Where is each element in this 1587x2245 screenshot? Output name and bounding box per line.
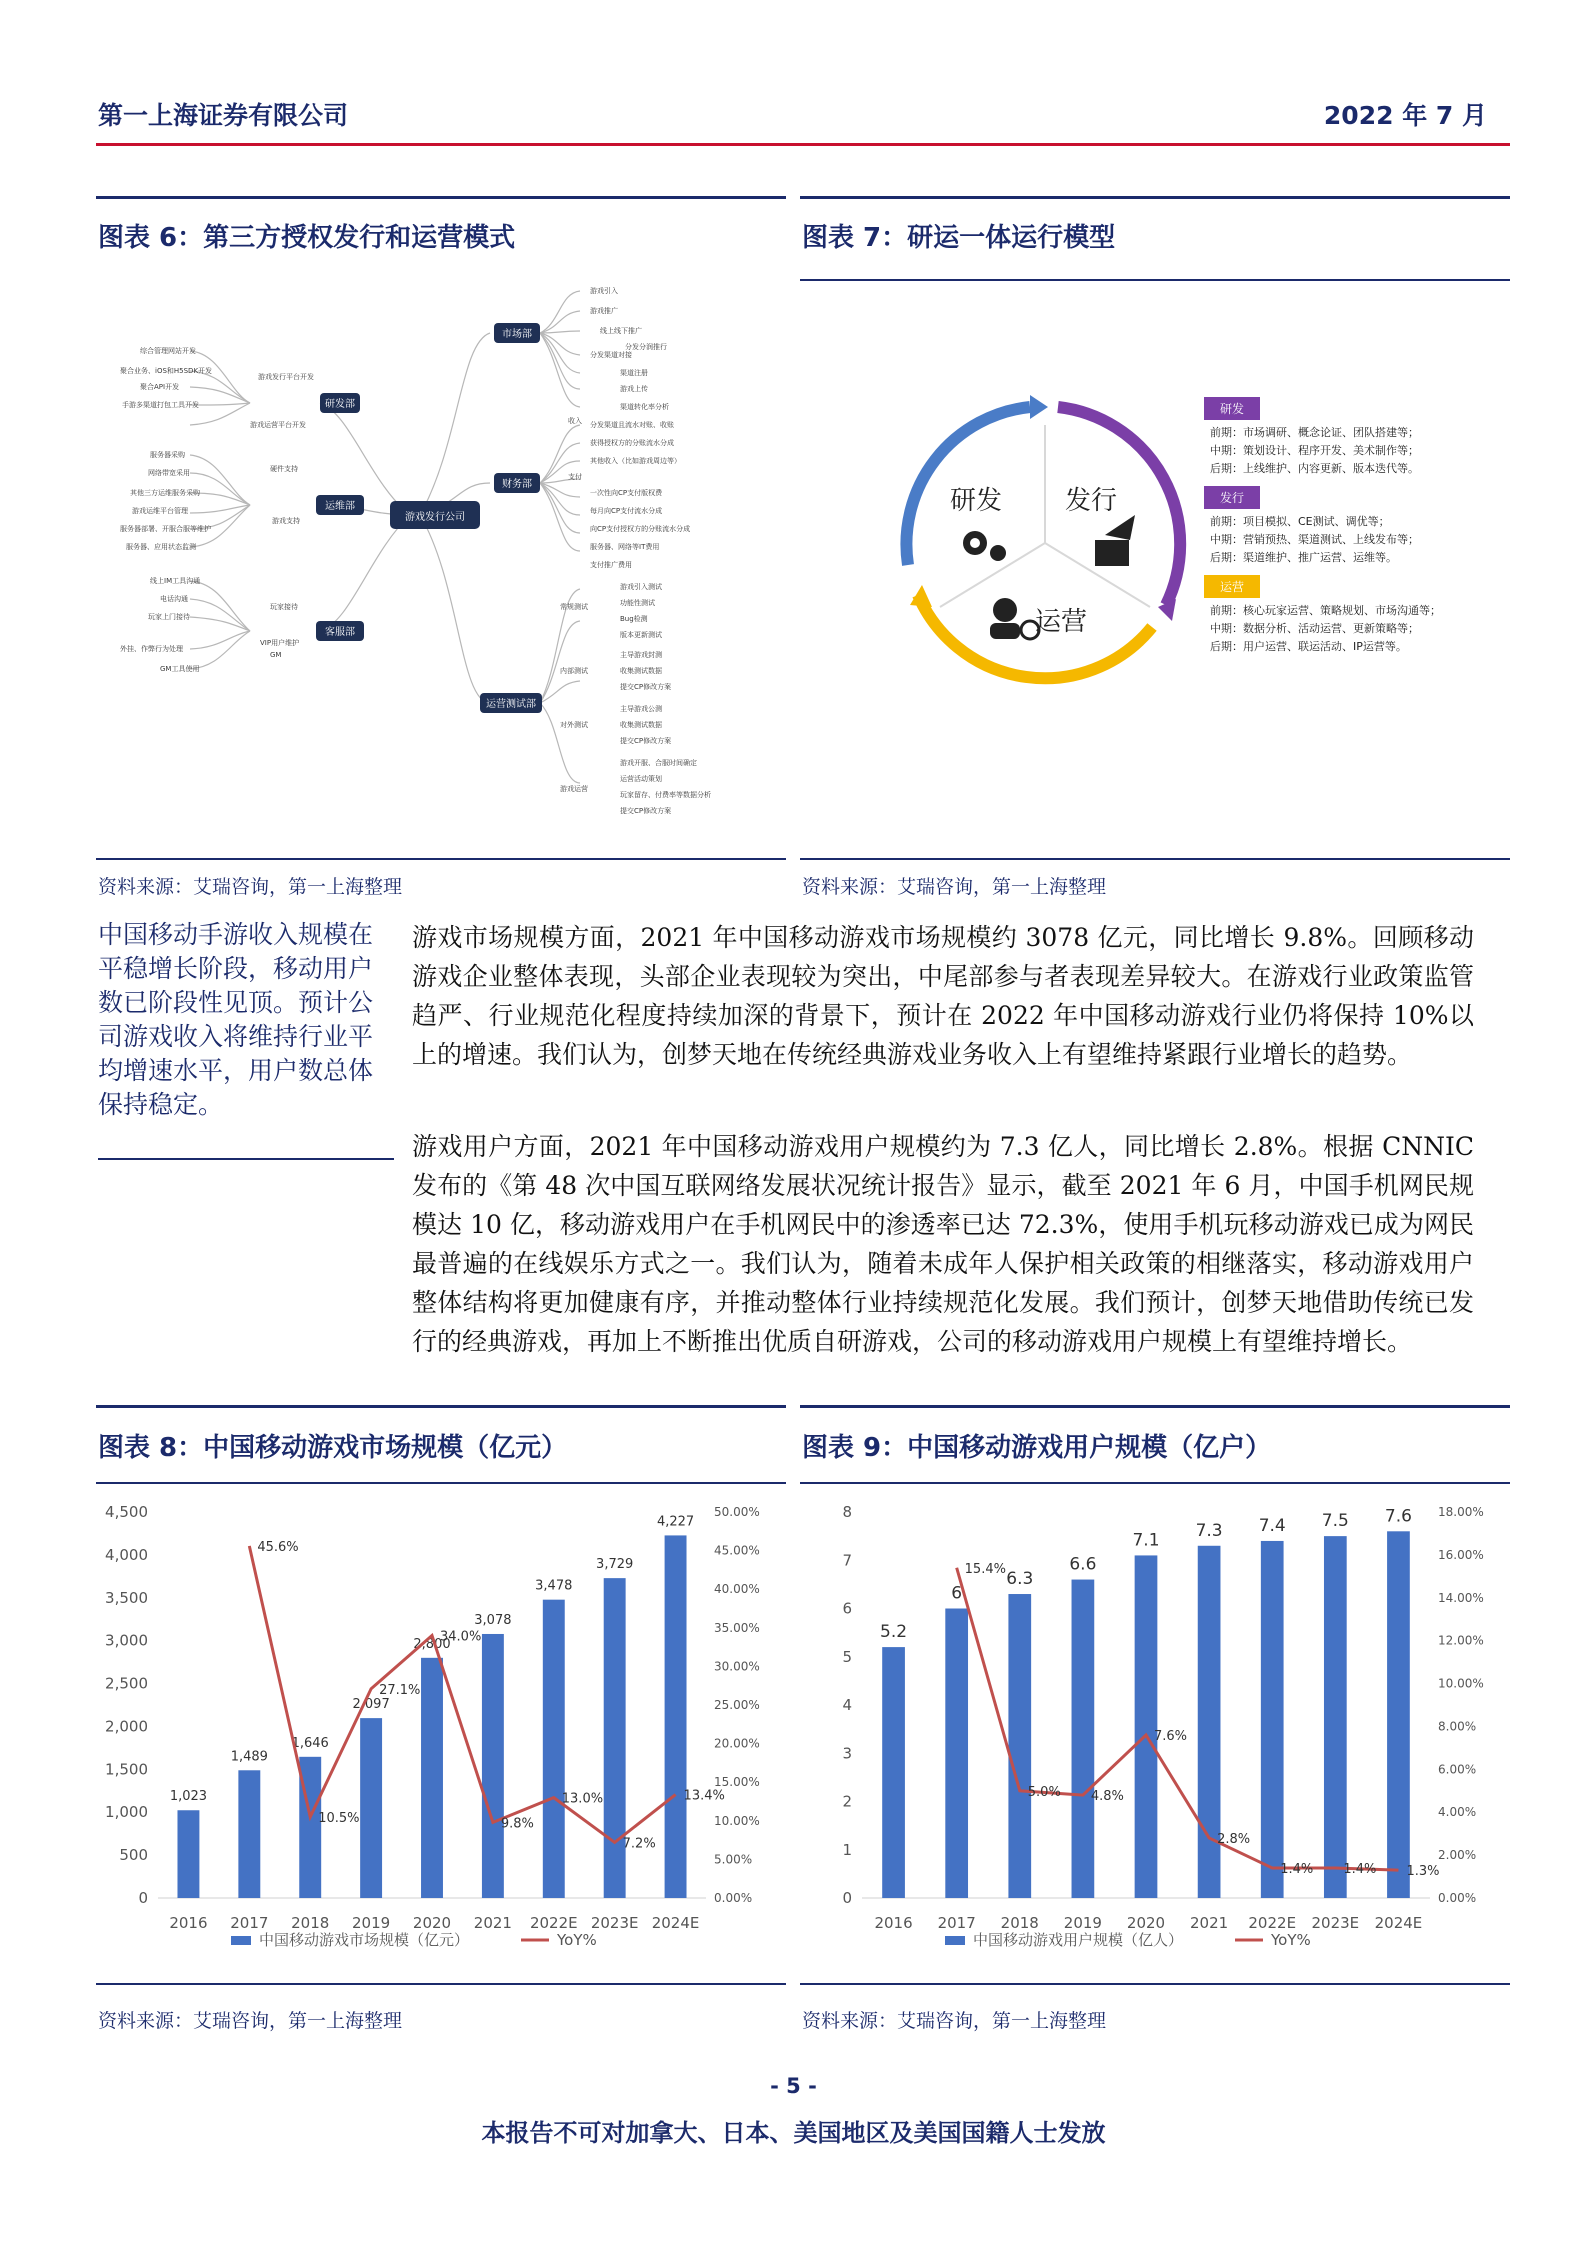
- fig6-bottom-rule: [96, 858, 786, 860]
- legend-line-label: YoY%: [557, 1931, 597, 1949]
- svg-text:研发部: 研发部: [325, 399, 355, 410]
- bar-value-label: 1,646: [291, 1735, 329, 1751]
- y-tick-label: 3,500: [105, 1588, 148, 1607]
- y-tick-label: 0: [138, 1889, 148, 1907]
- svg-text:财务部: 财务部: [502, 479, 532, 490]
- yoy-value-label: 5.0%: [1027, 1784, 1061, 1800]
- fig7-cycle-diagram: [880, 385, 1220, 695]
- bar: [882, 1647, 905, 1898]
- legend-bar-swatch: [945, 1936, 965, 1945]
- fig9-title: 图表 9：中国移动游戏用户规模（亿户）: [802, 1433, 1272, 1463]
- x-tick-label: 2020: [412, 1914, 452, 1932]
- yoy-value-label: 9.8%: [500, 1816, 534, 1832]
- cycle-label-publish: 发行: [1065, 486, 1118, 516]
- svg-text:对外测试: 对外测试: [560, 721, 588, 729]
- svg-text:线上IM工具沟通: 线上IM工具沟通: [150, 577, 201, 585]
- yoy-value-label: 4.8%: [1090, 1789, 1124, 1805]
- x-tick-label: 2023E: [1311, 1914, 1360, 1932]
- fig8-bottom-rule: [96, 1983, 786, 1985]
- bar-value-label: 6.6: [1069, 1554, 1097, 1575]
- box-icon: [1095, 540, 1129, 566]
- svg-text:游戏发行平台开发: 游戏发行平台开发: [258, 373, 314, 381]
- fig6-title: 图表 6：第三方授权发行和运营模式: [98, 223, 516, 253]
- y2-tick-label: 14.00%: [1438, 1590, 1484, 1605]
- svg-text:收集测试数据: 收集测试数据: [620, 667, 662, 675]
- svg-text:提交CP修改方案: 提交CP修改方案: [620, 683, 672, 691]
- y-tick-label: 2,500: [105, 1674, 148, 1693]
- bar: [543, 1600, 565, 1898]
- bar: [1261, 1541, 1284, 1898]
- fig6-mindmap: [120, 283, 780, 843]
- bar-value-label: 3,478: [535, 1578, 573, 1594]
- chart-market-size: [96, 1490, 786, 1980]
- svg-text:综合管理网站开发: 综合管理网站开发: [140, 347, 196, 355]
- svg-text:Bug检测: Bug检测: [620, 615, 648, 623]
- y2-tick-label: 4.00%: [1438, 1805, 1477, 1820]
- svg-text:分发渠道对接: 分发渠道对接: [590, 351, 632, 359]
- svg-text:游戏运维平台管理: 游戏运维平台管理: [132, 507, 188, 515]
- y-tick-label: 3: [842, 1744, 852, 1763]
- y-tick-label: 1: [842, 1840, 852, 1859]
- x-tick-label: 2021: [1190, 1914, 1229, 1932]
- yoy-value-label: 2.8%: [1217, 1831, 1251, 1847]
- yoy-value-label: 45.6%: [257, 1539, 299, 1555]
- user-icon: [993, 598, 1017, 622]
- svg-text:渠道转化率分析: 渠道转化率分析: [620, 403, 669, 411]
- y2-tick-label: 2.00%: [1438, 1848, 1477, 1863]
- svg-text:支付推广费用: 支付推广费用: [590, 561, 632, 569]
- fig8-source: 资料来源：艾瑞咨询，第一上海整理: [98, 2010, 403, 2032]
- svg-text:每月向CP支付流水分成: 每月向CP支付流水分成: [590, 507, 663, 515]
- y-tick-label: 6: [842, 1599, 852, 1618]
- y-tick-label: 4: [842, 1696, 852, 1714]
- legend-tag-publish: 发行: [1204, 486, 1260, 509]
- x-tick-label: 2016: [874, 1914, 913, 1932]
- svg-text:主导游戏封测: 主导游戏封测: [620, 651, 662, 659]
- x-tick-label: 2018: [1000, 1914, 1039, 1932]
- chart-user-size: [800, 1490, 1510, 1980]
- svg-text:服务器部署、开服合服等维护: 服务器部署、开服合服等维护: [120, 525, 211, 533]
- legend-ops-line: 前期：核心玩家运营、策略规划、市场沟通等；: [1210, 604, 1441, 617]
- yoy-value-label: 15.4%: [964, 1561, 1006, 1577]
- bar: [238, 1770, 260, 1898]
- bar-value-label: 2,800: [413, 1636, 451, 1652]
- bar-value-label: 7.6: [1384, 1506, 1412, 1527]
- svg-text:游戏引入: 游戏引入: [590, 287, 618, 295]
- legend-publish-line: 前期：项目模拟、CE测试、调优等；: [1210, 515, 1390, 528]
- svg-text:主导游戏公测: 主导游戏公测: [620, 705, 662, 713]
- yoy-value-label: 1.3%: [1406, 1864, 1440, 1880]
- sidebar-rule: [98, 1158, 394, 1160]
- yoy-value-label: 1.4%: [1280, 1861, 1314, 1877]
- svg-text:分发渠道且流水对账、收账: 分发渠道且流水对账、收账: [590, 421, 674, 429]
- x-tick-label: 2023E: [590, 1914, 639, 1932]
- y-tick-label: 4,000: [105, 1545, 148, 1564]
- sidebar-summary: 中国移动手游收入规模在平稳增长阶段，移动用户数已阶段性见顶。预计公司游戏收入将维持行业平均增速水平，用户数总体保持稳定。: [98, 920, 374, 1119]
- legend-bar-label: 中国移动游戏市场规模（亿元）: [259, 1931, 470, 1949]
- legend-bar-label: 中国移动游戏用户规模（亿人）: [973, 1931, 1184, 1949]
- legend-publish-line: 后期：渠道维护、推广运营、运维等。: [1210, 551, 1397, 564]
- header-rule: [96, 143, 1510, 146]
- svg-text:运营测试部: 运营测试部: [486, 699, 536, 710]
- fig8-title: 图表 8：中国移动游戏市场规模（亿元）: [98, 1433, 568, 1463]
- legend-tag-ops: 运营: [1204, 575, 1260, 598]
- svg-text:线上线下推广: 线上线下推广: [600, 327, 642, 335]
- bar-value-label: 6: [951, 1583, 963, 1604]
- y-tick-label: 1,500: [105, 1760, 148, 1779]
- y2-tick-label: 35.00%: [714, 1620, 760, 1635]
- y2-tick-label: 30.00%: [714, 1659, 760, 1674]
- bar: [665, 1535, 687, 1898]
- bar: [1008, 1594, 1031, 1898]
- svg-text:一次性向CP支付版权费: 一次性向CP支付版权费: [590, 489, 663, 497]
- bar-value-label: 6.3: [1006, 1569, 1034, 1590]
- bar: [1072, 1580, 1095, 1898]
- legend-ops-line: 中期：数据分析、活动运营、更新策略等；: [1210, 622, 1419, 635]
- x-tick-label: 2024E: [1374, 1914, 1423, 1932]
- yoy-value-label: 27.1%: [379, 1682, 421, 1698]
- svg-text:支付: 支付: [568, 473, 582, 481]
- svg-text:游戏上传: 游戏上传: [620, 385, 648, 393]
- svg-text:提交CP修改方案: 提交CP修改方案: [620, 807, 672, 815]
- y-tick-label: 500: [119, 1846, 148, 1865]
- x-tick-label: 2016: [169, 1914, 208, 1932]
- bar-value-label: 1,023: [169, 1789, 208, 1805]
- cycle-label-ops: 运营: [1035, 607, 1088, 637]
- y2-tick-label: 0.00%: [1438, 1891, 1477, 1905]
- svg-text:电话沟通: 电话沟通: [160, 595, 188, 603]
- fig9-bottom-rule: [800, 1983, 1510, 1985]
- svg-text:服务器采购: 服务器采购: [150, 451, 185, 459]
- footer-disclaimer: 本报告不可对加拿大、日本、美国地区及美国国籍人士发放: [481, 2119, 1106, 2147]
- svg-text:VIP用户维护: VIP用户维护: [260, 639, 300, 647]
- y-tick-label: 7: [842, 1551, 852, 1570]
- x-tick-label: 2017: [937, 1914, 976, 1932]
- y-tick-label: 0: [842, 1889, 852, 1907]
- svg-text:游戏引入测试: 游戏引入测试: [620, 583, 662, 591]
- yoy-value-label: 1.4%: [1343, 1861, 1377, 1877]
- x-tick-label: 2017: [230, 1914, 269, 1932]
- bar-value-label: 5.2: [880, 1622, 908, 1643]
- svg-text:向CP支付授权方的分账流水分成: 向CP支付授权方的分账流水分成: [590, 525, 691, 533]
- svg-text:功能性测试: 功能性测试: [620, 599, 655, 607]
- bar-value-label: 7.4: [1258, 1515, 1286, 1536]
- fig8-top-rule: [96, 1405, 786, 1408]
- y-tick-label: 3,000: [105, 1631, 148, 1650]
- svg-text:版本更新测试: 版本更新测试: [620, 631, 662, 639]
- svg-text:其他三方运维服务采购: 其他三方运维服务采购: [130, 489, 200, 497]
- y-tick-label: 2: [842, 1792, 852, 1811]
- x-tick-label: 2018: [291, 1914, 330, 1932]
- fig7-bottom-rule: [800, 858, 1510, 860]
- svg-text:游戏运营平台开发: 游戏运营平台开发: [250, 421, 306, 429]
- y2-tick-label: 12.00%: [1438, 1633, 1484, 1648]
- bar-value-label: 3,729: [596, 1557, 634, 1573]
- svg-text:常规测试: 常规测试: [560, 603, 588, 611]
- svg-text:GM工具使用: GM工具使用: [160, 665, 200, 673]
- y2-tick-label: 10.00%: [714, 1813, 760, 1828]
- yoy-value-label: 7.2%: [622, 1836, 656, 1852]
- y2-tick-label: 8.00%: [1438, 1719, 1477, 1734]
- svg-text:市场部: 市场部: [502, 329, 532, 340]
- x-tick-label: 2019: [1063, 1914, 1102, 1932]
- fig9-source: 资料来源：艾瑞咨询，第一上海整理: [802, 2010, 1107, 2032]
- legend-rd-line: 前期：市场调研、概念论证、团队搭建等；: [1210, 426, 1419, 439]
- legend-line-label: YoY%: [1271, 1931, 1311, 1949]
- svg-text:服务器、应用状态监测: 服务器、应用状态监测: [126, 543, 196, 551]
- bar: [421, 1658, 443, 1898]
- header-company: 第一上海证券有限公司: [98, 101, 349, 130]
- svg-text:运营活动策划: 运营活动策划: [620, 775, 662, 783]
- svg-text:游戏发行公司: 游戏发行公司: [405, 512, 465, 523]
- x-tick-label: 2024E: [651, 1914, 700, 1932]
- bar-value-label: 2,097: [352, 1697, 390, 1713]
- fig7-title: 图表 7：研运一体运行模型: [802, 223, 1116, 253]
- bar: [1135, 1555, 1158, 1898]
- legend-rd-line: 后期：上线维护、内容更新、版本迭代等。: [1210, 462, 1419, 475]
- svg-text:玩家上门接待: 玩家上门接待: [148, 613, 190, 621]
- bar: [1387, 1531, 1410, 1898]
- y2-tick-label: 40.00%: [714, 1582, 760, 1597]
- bar: [177, 1810, 199, 1898]
- y-tick-label: 5: [842, 1647, 852, 1666]
- svg-text:硬件支持: 硬件支持: [270, 465, 298, 473]
- legend-tag-rd: 研发: [1204, 397, 1260, 420]
- svg-text:收集测试数据: 收集测试数据: [620, 721, 662, 729]
- y-tick-label: 8: [842, 1503, 852, 1521]
- yoy-value-label: 13.0%: [561, 1791, 604, 1807]
- y2-tick-label: 25.00%: [714, 1698, 760, 1712]
- svg-text:游戏开服、合服时间确定: 游戏开服、合服时间确定: [620, 759, 697, 767]
- svg-text:聚合业务、iOS和H5SDK开发: 聚合业务、iOS和H5SDK开发: [120, 367, 213, 375]
- svg-text:玩家留存、付费率等数据分析: 玩家留存、付费率等数据分析: [620, 791, 711, 799]
- svg-text:内部测试: 内部测试: [560, 667, 588, 675]
- bar: [1324, 1536, 1347, 1898]
- legend-publish-line: 中期：营销预热、渠道测试、上线发布等；: [1210, 533, 1419, 546]
- fig8-title-underline: [96, 1482, 786, 1484]
- fig6-source: 资料来源：艾瑞咨询，第一上海整理: [98, 876, 403, 898]
- y2-tick-label: 50.00%: [714, 1505, 760, 1519]
- header-date: 2022 年 7 月: [1323, 101, 1487, 130]
- svg-text:聚合API开发: 聚合API开发: [140, 383, 180, 391]
- legend-rd-line: 中期：策划设计、程序开发、美术制作等；: [1210, 444, 1419, 457]
- bar-value-label: 7.1: [1132, 1530, 1160, 1551]
- svg-text:客服部: 客服部: [325, 627, 355, 638]
- page-number: - 5 -: [770, 2074, 817, 2098]
- x-tick-label: 2019: [352, 1914, 391, 1932]
- fig6-top-rule: [96, 196, 786, 199]
- fig7-title-underline: [800, 279, 1510, 281]
- svg-text:GM: GM: [270, 651, 282, 659]
- fig7-source: 资料来源：艾瑞咨询，第一上海整理: [802, 876, 1107, 898]
- y2-tick-label: 18.00%: [1438, 1505, 1484, 1519]
- yoy-value-label: 10.5%: [318, 1810, 360, 1826]
- y-tick-label: 4,500: [105, 1503, 148, 1521]
- y-tick-label: 2,000: [105, 1717, 148, 1736]
- bar: [482, 1634, 504, 1898]
- svg-text:渠道注册: 渠道注册: [620, 369, 648, 377]
- svg-text:手游多渠道打包工具开发: 手游多渠道打包工具开发: [122, 401, 199, 409]
- svg-text:游戏支持: 游戏支持: [272, 517, 300, 525]
- y2-tick-label: 10.00%: [1438, 1676, 1484, 1691]
- cycle-label-rd: 研发: [950, 486, 1003, 516]
- bar-value-label: 4,227: [656, 1514, 695, 1530]
- fig9-title-underline: [800, 1482, 1510, 1484]
- y2-tick-label: 15.00%: [714, 1775, 760, 1790]
- x-tick-label: 2022E: [1248, 1914, 1297, 1932]
- svg-text:玩家接待: 玩家接待: [270, 603, 298, 611]
- y2-tick-label: 0.00%: [714, 1891, 753, 1905]
- svg-text:其他收入（比如游戏周边等）: 其他收入（比如游戏周边等）: [590, 457, 681, 465]
- body-paragraph-2: 游戏用户方面，2021 年中国移动游戏用户规模约为 7.3 亿人，同比增长 2.8%。根据 CNNIC 发布的《第 48 次中国互联网络发展状况统计报告》显示，截至 2021 年 6 月，中国手机网民规模达 10 亿，移动游戏用户在手机网民中的渗透率已达 72.3%，使用手机玩移动游戏已成为网民最普遍的在线娱乐方式之一。我们认为，随着未成年人保护相关政策的相继落实，移动游戏用户整体结构将更加健康有序，并推动整体行业持续规范化发展。我们预计，创梦天地借助传统已发行的经典游戏，再加上不断推出优质自研游戏，公司的移动游戏用户规模上有望维持增长。: [412, 1132, 1474, 1356]
- svg-text:外挂、作弊行为处理: 外挂、作弊行为处理: [120, 645, 183, 653]
- y2-tick-label: 20.00%: [714, 1736, 760, 1751]
- bar-value-label: 7.3: [1195, 1520, 1223, 1541]
- fig7-legend: [1204, 397, 1504, 656]
- svg-text:获得授权方的分账流水分成: 获得授权方的分账流水分成: [590, 439, 674, 447]
- svg-text:分发分润推行: 分发分润推行: [625, 343, 667, 351]
- y2-tick-label: 45.00%: [714, 1543, 760, 1558]
- x-tick-label: 2020: [1126, 1914, 1166, 1932]
- svg-text:服务器、网络等IT费用: 服务器、网络等IT费用: [590, 543, 660, 551]
- svg-text:游戏推广: 游戏推广: [590, 307, 618, 315]
- legend-bar-swatch: [231, 1936, 251, 1945]
- y-tick-label: 1,000: [105, 1803, 148, 1822]
- yoy-value-label: 13.4%: [683, 1788, 725, 1804]
- svg-text:提交CP修改方案: 提交CP修改方案: [620, 737, 672, 745]
- yoy-value-label: 7.6%: [1154, 1729, 1188, 1745]
- bar-value-label: 1,489: [230, 1749, 268, 1765]
- x-tick-label: 2022E: [529, 1914, 578, 1932]
- body-paragraph-1: 游戏市场规模方面，2021 年中国移动游戏市场规模约 3078 亿元，同比增长 9.8%。回顾移动游戏企业整体表现，头部企业表现较为突出，中尾部参与者表现差异较大。在游戏行业政策监管趋严、行业规范化程度持续加深的背景下，预计在 2022 年中国移动游戏行业仍将保持 10%以上的增速。我们认为，创梦天地在传统经典游戏业务收入上有望维持紧跟行业增长的趋势。: [412, 923, 1474, 1069]
- svg-text:收入: 收入: [568, 417, 582, 425]
- bar-value-label: 7.5: [1321, 1511, 1349, 1532]
- yoy-value-label: 34.0%: [440, 1629, 482, 1645]
- svg-text:网络带宽采用: 网络带宽采用: [148, 469, 190, 477]
- svg-text:游戏运营: 游戏运营: [560, 785, 588, 793]
- fig7-top-rule: [800, 196, 1510, 199]
- x-tick-label: 2021: [473, 1914, 512, 1932]
- y2-tick-label: 5.00%: [714, 1852, 753, 1867]
- bar: [945, 1609, 968, 1899]
- legend-ops-line: 后期：用户运营、联运活动、IP运营等。: [1210, 640, 1407, 653]
- fig9-top-rule: [800, 1405, 1510, 1408]
- bar-value-label: 3,078: [474, 1612, 512, 1628]
- svg-text:运维部: 运维部: [325, 501, 355, 512]
- bar: [360, 1718, 382, 1898]
- y2-tick-label: 16.00%: [1438, 1547, 1484, 1562]
- y2-tick-label: 6.00%: [1438, 1762, 1477, 1777]
